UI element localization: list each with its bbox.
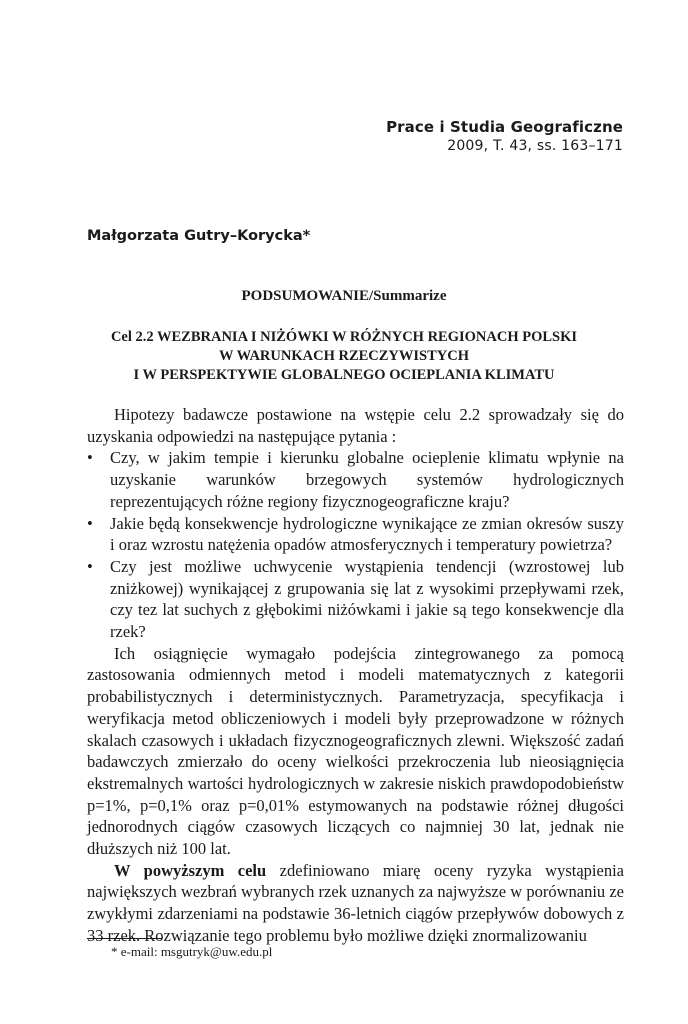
- body-text: [87, 404, 624, 947]
- list-item: [87, 513, 624, 556]
- aim-title-line-3: I W PERSPEKTYWIE GLOBALNEGO OCIEPLANIA KLIMATU: [133, 367, 555, 383]
- intro-paragraph: Hipotezy badawcze postawione na wstępie celu 2.2 sprowadzały się do uzyskania odpowiedzi na następujące pytania :: [87, 405, 624, 446]
- footnote-divider: [87, 938, 162, 939]
- list-item: [87, 447, 624, 512]
- risk-paragraph-text: zdefiniowano miarę oceny ryzyka wystąpienia największych wezbrań wybranych rzek uznanych za najwyższe w porównaniu ze zwykłymi zdarzeniami na podstawie 36-letnich ciągów przepływów dobowych z 33 rzek. Rozwiązanie tego problemu było możliwe dzięki znormalizowaniu: [87, 860, 624, 945]
- author-name: Małgorzata Gutry–Korycka*: [87, 228, 311, 244]
- methods-paragraph: Ich osiągnięcie wymagało podejścia zintegrowanego za pomocą zastosowania odmiennych metod i modeli matematycznych z kategorii probabilistycznych i deterministycznych. Parametryzacja, specyfikacja i weryfikacja metod obliczeniowych i modeli były przeprowadzone w różnych skalach czasowych i układach fizycznogeograficznych zlewni. Większość zadań badawczych zmierzało do oceny wielkości przekroczenia lub nieosiągnięcia ekstremalnych wartości hydrologicznych w zakresie niskich prawdopodobieństw p=1%, p=0,1% oraz p=0,01% estymowanych na podstawie różnej długości jednorodnych ciągów czasowych liczących co najmniej 30 lat, jednak nie dłuższych niż 100 lat.: [87, 643, 624, 859]
- journal-header: [386, 117, 623, 155]
- risk-paragraph: [87, 860, 624, 947]
- bullet-icon: •: [87, 448, 93, 468]
- list-item: [87, 556, 624, 643]
- footnote-email: * e-mail: msgutryk@uw.edu.pl: [111, 944, 273, 959]
- aim-title-line-1: Cel 2.2 WEZBRANIA I NIŻÓWKI W RÓŻNYCH REGIONACH POLSKI: [110, 329, 578, 345]
- summary-heading: PODSUMOWANIE/Summarize: [241, 288, 447, 304]
- journal-reference: 2009, T. 43, ss. 163–171: [447, 138, 623, 154]
- question-text: Jakie będą konsekwencje hydrologiczne wynikające ze zmian okresów suszy i oraz wzrostu natężenia opadów atmosferycznych i temperatury powietrza?: [110, 513, 624, 555]
- aim-title: [0, 328, 688, 385]
- journal-title: Prace i Studia Geograficzne: [386, 118, 623, 136]
- research-questions-list: [87, 447, 624, 642]
- bullet-icon: •: [87, 513, 93, 533]
- bullet-icon: •: [87, 556, 93, 576]
- risk-paragraph-lead: W powyższym celu: [114, 860, 267, 880]
- question-text: Czy, w jakim tempie i kierunku globalne ocieplenie klimatu wpłynie na uzyskanie warunków brzegowych systemów hydrologicznych reprezentujących różne regiony fizycznogeograficzne kraju?: [110, 448, 624, 511]
- aim-title-line-2: W WARUNKACH RZECZYWISTYCH: [218, 348, 470, 364]
- question-text: Czy jest możliwe uchwycenie wystąpienia tendencji (wzrostowej lub zniżkowej) wynikającej z grupowania się lat z wysokimi przepływami rzek, czy tez lat suchych z głębokimi niżówkami i jakie są tego konsekwencje dla rzek?: [110, 556, 624, 642]
